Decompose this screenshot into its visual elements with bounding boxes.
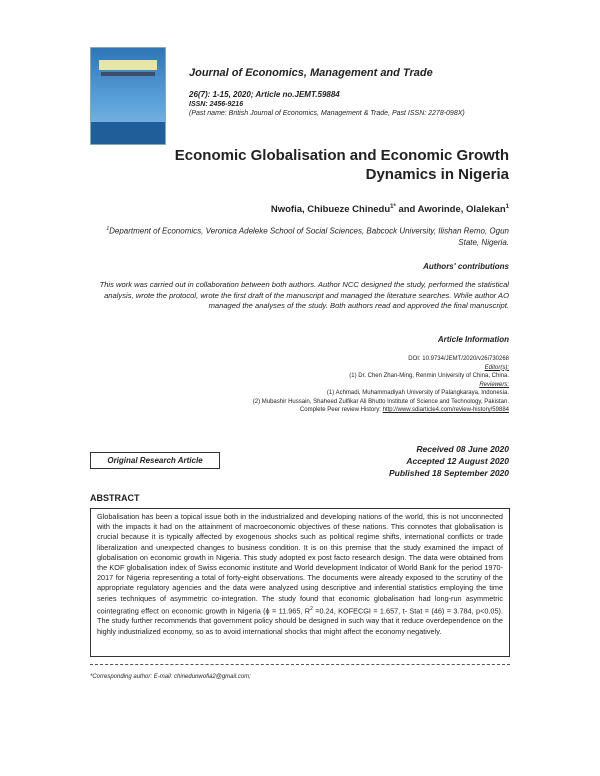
- cover-footer-band: [91, 122, 165, 144]
- author-list: [271, 204, 509, 215]
- article-info-heading: Article Information: [437, 335, 509, 344]
- review-history-link[interactable]: http://www.sdiarticle4.com/review-history/59884: [382, 407, 509, 413]
- abstract-box: [90, 508, 510, 657]
- contributions-text: This work was carried out in collaboration between both authors. Author NCC designed the study, performed the statistical analysis, wrote the protocol, wrote the first draft of the manuscript and managed the literature searches. While author AO managed the analyses of the study. Both authors read and approved the final manuscript.: [99, 280, 509, 310]
- date-published: Published 18 September 2020: [389, 468, 509, 478]
- title-line-1: Economic Globalisation and Economic Growth: [174, 147, 509, 164]
- title-line-2: Dynamics in Nigeria: [365, 166, 509, 183]
- contributions-heading: Authors' contributions: [423, 262, 509, 271]
- editor-1: (1) Dr. Chen Zhan-Ming, Renmin University of China, China.: [349, 373, 509, 379]
- journal-name: Journal of Economics, Management and Trade: [189, 67, 433, 79]
- doi: DOI: 10.9734/JEMT/2020/v26i730268: [408, 356, 509, 362]
- reviewer-2: (2) Mubashir Hussain, Shaheed Zulfikar Ali Bhutto Institute of Science and Technology, Pakistan.: [252, 398, 509, 405]
- author-1: Nwofia, Chibueze Chinedu: [270, 204, 391, 216]
- corresponding-author: *Corresponding author: E-mail: chinedunwofia2@gmail.com;: [90, 674, 251, 680]
- dates-block: [389, 443, 509, 479]
- editors-label: Editor(s):: [484, 364, 509, 371]
- abstract-text-b: =0.24, KOFECGI = 1.657, t- Stat = (46) = 3.784, p<0.05). The study further recommends that government policy should be designed in such way that it reduce overdependence on the highly industrialized economy, so as to avoid international shocks that might affect the economy negatively.: [97, 606, 503, 636]
- footnote-divider: [90, 664, 510, 665]
- affiliation: [89, 224, 509, 248]
- affiliation-mark: 1: [106, 226, 110, 232]
- author-2: Aworinde, Olalekan: [417, 204, 506, 216]
- article-type: Original Research Article: [107, 456, 203, 465]
- article-type-box: [90, 452, 220, 469]
- abstract-heading: ABSTRACT: [90, 493, 140, 503]
- date-received: Received 08 June 2020: [416, 444, 509, 454]
- review-history: [89, 406, 509, 415]
- journal-past-name: (Past name: British Journal of Economics, Management & Trade, Past ISSN: 2278-098X): [189, 110, 465, 117]
- cover-title-band: [99, 60, 157, 70]
- abstract-superscript: 2: [310, 605, 313, 612]
- journal-cover-thumbnail: [90, 47, 166, 145]
- reviewers-label: Reviewers:: [479, 381, 509, 388]
- paper-title: [89, 146, 509, 184]
- cover-subtitle-band: [101, 72, 155, 76]
- reviewer-1: (1) Achmadi, Muhammadiyah University of Palangkaraya, Indonesia.: [326, 390, 509, 396]
- author-connector: and: [395, 204, 418, 216]
- journal-issn: ISSN: 2456-9216: [189, 101, 244, 108]
- review-history-label: Complete Peer review History:: [299, 407, 383, 413]
- journal-volume: 26(7): 1-15, 2020; Article no.JEMT.59884: [189, 90, 340, 99]
- author-2-mark: 1: [505, 204, 509, 210]
- abstract-text-a: Globalisation has been a topical issue both in the industrialized and developing nations of the world, this is not unconnected with the impacts it had on the attainment of macroeconomic objectives of these nations. This connotes that globalisation is crucial because it is typically affected by exogenous shocks such as political regime shifts, international conflicts or trade liberalization and unexpected changes to business condition. It is on this premise that the study examined the impact of globalisation on economic growth in Nigeria. This study adopted ex post facto research design. The data were obtained from the KOF globalisation index of Swiss economic institute and World development Indicator of World Bank for the period 1970-2017 for Nigeria representing a total of forty-eight observations. The documents were already exposed to the scrutiny of the appropriate regulatory agencies and the data were analyzed using descriptive and inferential statistics employing the time series techniques of asymmetric co-integration. The study found that economic globalisation had long-run asymmetric cointegrating effect on economic growth in Nigeria (ϕ = 11.965, R: [97, 512, 503, 616]
- article-info-block: [89, 355, 509, 415]
- date-accepted: Accepted 12 August 2020: [406, 456, 509, 466]
- affiliation-text: Department of Economics, Veronica Adeleke School of Social Sciences, Babcock University, Ilishan Remo, Ogun State, Nigeria.: [109, 226, 509, 247]
- author-1-mark: 1*: [390, 204, 396, 210]
